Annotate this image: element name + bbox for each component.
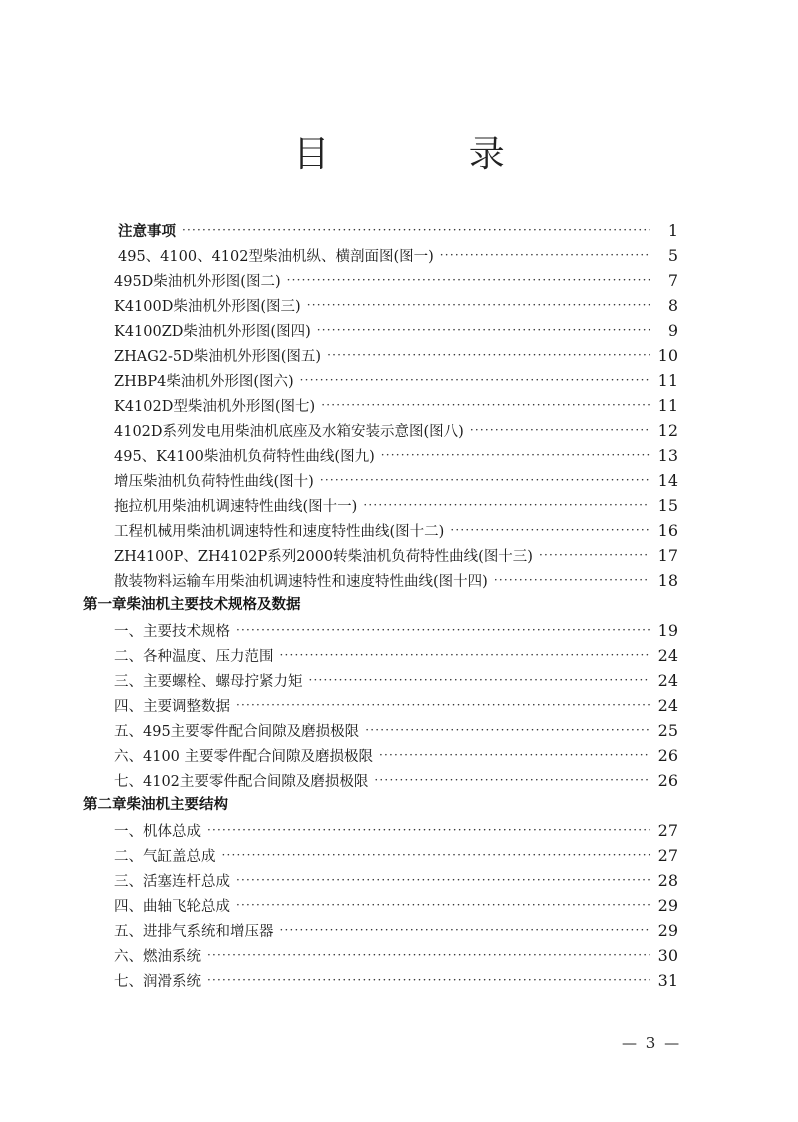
toc-entry-label: 四、曲轴飞轮总成 (114, 899, 230, 915)
toc-entry-label: 六、燃油系统 (114, 949, 201, 965)
toc-entry[interactable] (114, 668, 678, 693)
toc-entry-page: 27 (657, 821, 678, 840)
toc-entry[interactable] (114, 893, 678, 918)
leader-dots (300, 368, 650, 393)
toc-entry-label: 4102D系列发电用柴油机底座及水箱安装示意图(图八) (114, 424, 464, 440)
toc-entry[interactable] (114, 318, 678, 343)
toc-entry-page: 9 (667, 321, 678, 340)
toc-entry-page: 10 (657, 346, 678, 365)
leader-dots (440, 243, 650, 268)
toc-entry-page: 18 (657, 571, 678, 590)
toc-entry-page: 30 (657, 946, 678, 965)
leader-dots (321, 393, 650, 418)
leader-dots (327, 343, 650, 368)
toc-entry[interactable] (114, 643, 678, 668)
leader-dots (320, 468, 650, 493)
toc-entry[interactable] (114, 543, 678, 568)
toc-entry-label: 拖拉机用柴油机调速特性曲线(图十一) (114, 499, 358, 515)
toc-entry[interactable] (114, 818, 678, 843)
toc-entry-page: 7 (667, 271, 678, 290)
toc-entry[interactable] (114, 568, 678, 593)
toc-entry-page: 5 (667, 246, 678, 265)
toc-entry-label: 七、4102主要零件配合间隙及磨损极限 (114, 774, 369, 790)
leader-dots (365, 718, 650, 743)
leader-dots (222, 843, 651, 868)
toc-entry-page: 24 (657, 646, 678, 665)
toc-entry[interactable] (114, 393, 678, 418)
leader-dots (236, 693, 650, 718)
toc-entry[interactable] (114, 268, 678, 293)
toc-entry[interactable] (114, 718, 678, 743)
toc-entry-label: 散装物料运输车用柴油机调速特性和速度特性曲线(图十四) (114, 574, 488, 590)
toc-entry-label: 三、主要螺栓、螺母拧紧力矩 (114, 674, 303, 690)
toc-entry[interactable] (114, 693, 678, 718)
toc-entry-page: 29 (657, 896, 678, 915)
toc-entry-page: 17 (657, 546, 678, 565)
toc-entry-label: 495、K4100柴油机负荷特性曲线(图九) (114, 449, 375, 465)
chapter-heading[interactable]: 第一章柴油机主要技术规格及数据 (83, 597, 301, 613)
toc-entry[interactable] (114, 368, 678, 393)
toc-entry-label: 495、4100、4102型柴油机纵、横剖面图(图一) (118, 249, 434, 265)
page-number: — 3 — (622, 1034, 682, 1052)
toc-entry-label: 七、润滑系统 (114, 974, 201, 990)
toc-entry-label: 一、主要技术规格 (114, 624, 230, 640)
toc-entry-page: 11 (657, 371, 678, 390)
leader-dots (363, 493, 650, 518)
toc-entry[interactable] (114, 943, 678, 968)
toc-entry-label: 增压柴油机负荷特性曲线(图十) (114, 474, 314, 490)
leader-dots (374, 768, 650, 793)
toc-entry-page: 31 (657, 971, 678, 990)
toc-entry-label: K4100D柴油机外形图(图三) (114, 299, 301, 315)
toc-entry-label: K4100ZD柴油机外形图(图四) (114, 324, 311, 340)
leader-dots (539, 543, 650, 568)
toc-entry[interactable] (114, 293, 678, 318)
leader-dots (317, 318, 650, 343)
leader-dots (450, 518, 650, 543)
leader-dots (309, 668, 651, 693)
toc-entry-page: 15 (657, 496, 678, 515)
toc-entry-page: 16 (657, 521, 678, 540)
toc-entry-label: 工程机械用柴油机调速特性和速度特性曲线(图十二) (114, 524, 445, 540)
leader-dots (280, 643, 651, 668)
toc-entry-page: 27 (657, 846, 678, 865)
leader-dots (287, 268, 650, 293)
toc-entry-label: 五、495主要零件配合间隙及磨损极限 (114, 724, 360, 740)
toc-entry-page: 12 (657, 421, 678, 440)
leader-dots (207, 818, 650, 843)
toc-entry-label: 注意事项 (118, 224, 176, 240)
toc-entry-label: K4102D型柴油机外形图(图七) (114, 399, 316, 415)
leader-dots (280, 918, 651, 943)
toc-entry-page: 28 (657, 871, 678, 890)
toc-entry-page: 25 (657, 721, 678, 740)
leader-dots (236, 618, 650, 643)
leader-dots (236, 868, 650, 893)
toc-entry[interactable] (114, 418, 678, 443)
toc-entry-label: 一、机体总成 (114, 824, 201, 840)
leader-dots (182, 218, 650, 243)
toc-entry[interactable] (114, 868, 678, 893)
toc-entry-label: 495D柴油机外形图(图二) (114, 274, 281, 290)
toc-entry-label: 四、主要调整数据 (114, 699, 230, 715)
toc-entry[interactable] (114, 968, 678, 993)
toc-entry-label: 六、4100 主要零件配合间隙及磨损极限 (114, 749, 374, 765)
toc-entry-label: 二、各种温度、压力范围 (114, 649, 274, 665)
leader-dots (207, 968, 650, 993)
leader-dots (207, 943, 650, 968)
toc-entry-page: 19 (657, 621, 678, 640)
leader-dots (379, 743, 650, 768)
toc-entry-label: ZH4100P、ZH4102P系列2000转柴油机负荷特性曲线(图十三) (114, 549, 533, 565)
leader-dots (381, 443, 650, 468)
toc-entry-label: ZHAG2-5D柴油机外形图(图五) (114, 349, 322, 365)
toc-entry[interactable] (114, 468, 678, 493)
toc-entry[interactable] (114, 518, 678, 543)
toc-entry[interactable] (114, 343, 678, 368)
toc-entry-label: 二、气缸盖总成 (114, 849, 216, 865)
toc-entry[interactable] (118, 218, 678, 243)
chapter-heading[interactable]: 第二章柴油机主要结构 (83, 797, 228, 813)
toc-entry[interactable] (114, 443, 678, 468)
toc-entry[interactable] (114, 843, 678, 868)
toc-entry[interactable] (114, 918, 678, 943)
toc-entry-page: 8 (667, 296, 678, 315)
toc-entry[interactable] (114, 768, 678, 793)
toc-entry-page: 13 (657, 446, 678, 465)
leader-dots (307, 293, 650, 318)
toc-entry-label: 三、活塞连杆总成 (114, 874, 230, 890)
toc-entry-page: 24 (657, 696, 678, 715)
toc-entry-label: 五、进排气系统和增压器 (114, 924, 274, 940)
leader-dots (494, 568, 650, 593)
toc-entry-label: ZHBP4柴油机外形图(图六) (114, 374, 294, 390)
page-title: 目 录 (293, 134, 569, 175)
toc-entry-page: 24 (657, 671, 678, 690)
leader-dots (236, 893, 650, 918)
toc-entry[interactable] (118, 243, 678, 268)
toc-entry[interactable] (114, 618, 678, 643)
toc-entry[interactable] (114, 743, 678, 768)
leader-dots (470, 418, 650, 443)
toc-entry-page: 26 (657, 746, 678, 765)
toc-entry-page: 26 (657, 771, 678, 790)
toc-entry-page: 1 (667, 221, 678, 240)
toc-entry[interactable] (114, 493, 678, 518)
toc-entry-page: 11 (657, 396, 678, 415)
toc-entry-page: 14 (657, 471, 678, 490)
toc-entry-page: 29 (657, 921, 678, 940)
